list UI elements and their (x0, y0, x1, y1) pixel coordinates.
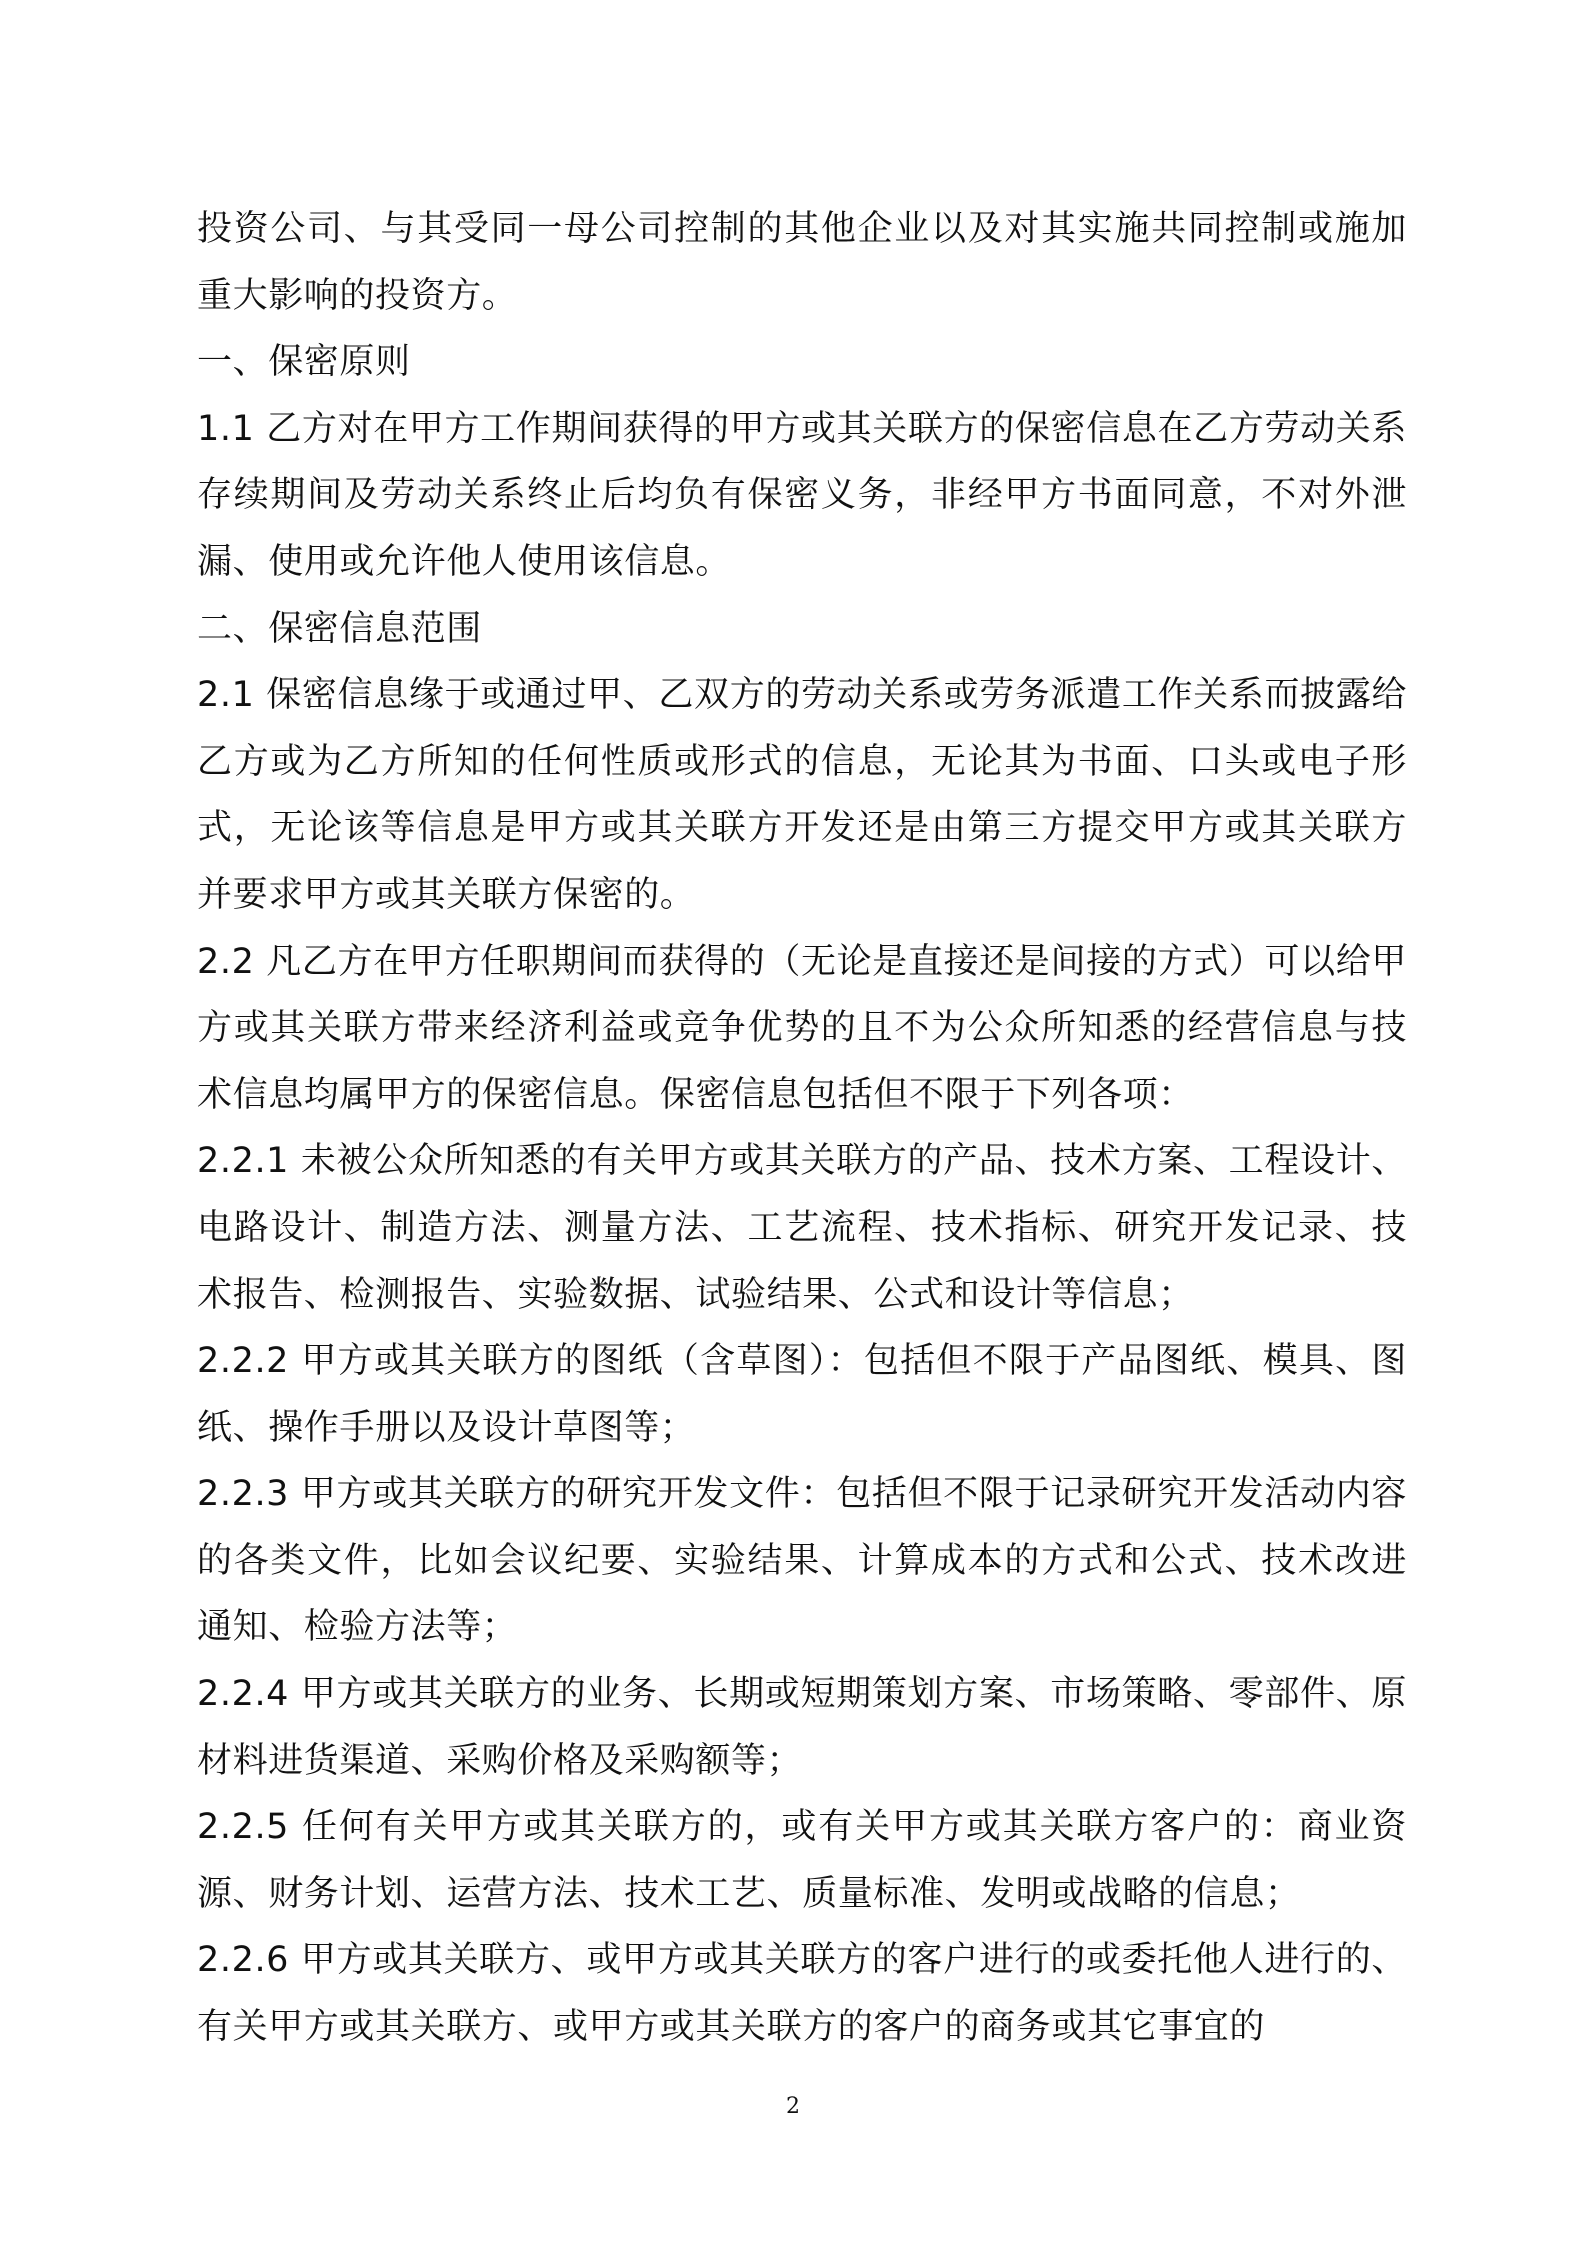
clause-2-1: 2.1 保密信息缘于或通过甲、乙双方的劳动关系或劳务派遣工作关系而披露给乙方或为乙方所知的任何性质或形式的信息，无论其为书面、口头或电子形式，无论该等信息是甲方或其关联方开发还是由第三方提交甲方或其关联方并要求甲方或其关联方保密的。 (197, 675, 1407, 915)
section-heading-confidential-info-scope: 二、保密信息范围 (197, 608, 482, 649)
page-number: 2 (786, 2094, 800, 2119)
clause-2-2-4: 2.2.4 甲方或其关联方的业务、长期或短期策划方案、市场策略、零部件、原材料进货渠道、采购价格及采购额等； (197, 1674, 1407, 1781)
paragraph-intro-continuation: 投资公司、与其受同一母公司控制的其他企业以及对其实施共同控制或施加重大影响的投资方。 (197, 209, 1407, 316)
clause-2-2-6: 2.2.6 甲方或其关联方、或甲方或其关联方的客户进行的或委托他人进行的、有关甲方或其关联方、或甲方或其关联方的客户的商务或其它事宜的 (197, 1940, 1407, 2048)
clause-2-2: 2.2 凡乙方在甲方任职期间而获得的（无论是直接还是间接的方式）可以给甲方或其关联方带来经济利益或竞争优势的且不为公众所知悉的经营信息与技术信息均属甲方的保密信息。保密信息包括但不限于下列各项： (197, 941, 1407, 1115)
clause-2-2-1: 2.2.1 未被公众所知悉的有关甲方或其关联方的产品、技术方案、工程设计、电路设计、制造方法、测量方法、工艺流程、技术指标、研究开发记录、技术报告、检测报告、实验数据、试验结果、公式和设计等信息； (197, 1141, 1407, 1315)
section-heading-confidentiality-principle: 一、保密原则 (197, 342, 411, 383)
clause-2-2-3: 2.2.3 甲方或其关联方的研究开发文件：包括但不限于记录研究开发活动内容的各类文件，比如会议纪要、实验结果、计算成本的方式和公式、技术改进通知、检验方法等； (197, 1474, 1407, 1648)
document-body (197, 196, 1407, 2061)
clause-1-1: 1.1 乙方对在甲方工作期间获得的甲方或其关联方的保密信息在乙方劳动关系存续期间及劳动关系终止后均负有保密义务，非经甲方书面同意，不对外泄漏、使用或允许他人使用该信息。 (197, 408, 1407, 582)
clause-2-2-2: 2.2.2 甲方或其关联方的图纸（含草图）：包括但不限于产品图纸、模具、图纸、操作手册以及设计草图等； (197, 1341, 1407, 1448)
clause-2-2-5: 2.2.5 任何有关甲方或其关联方的，或有关甲方或其关联方客户的：商业资源、财务计划、运营方法、技术工艺、质量标准、发明或战略的信息； (197, 1807, 1407, 1914)
